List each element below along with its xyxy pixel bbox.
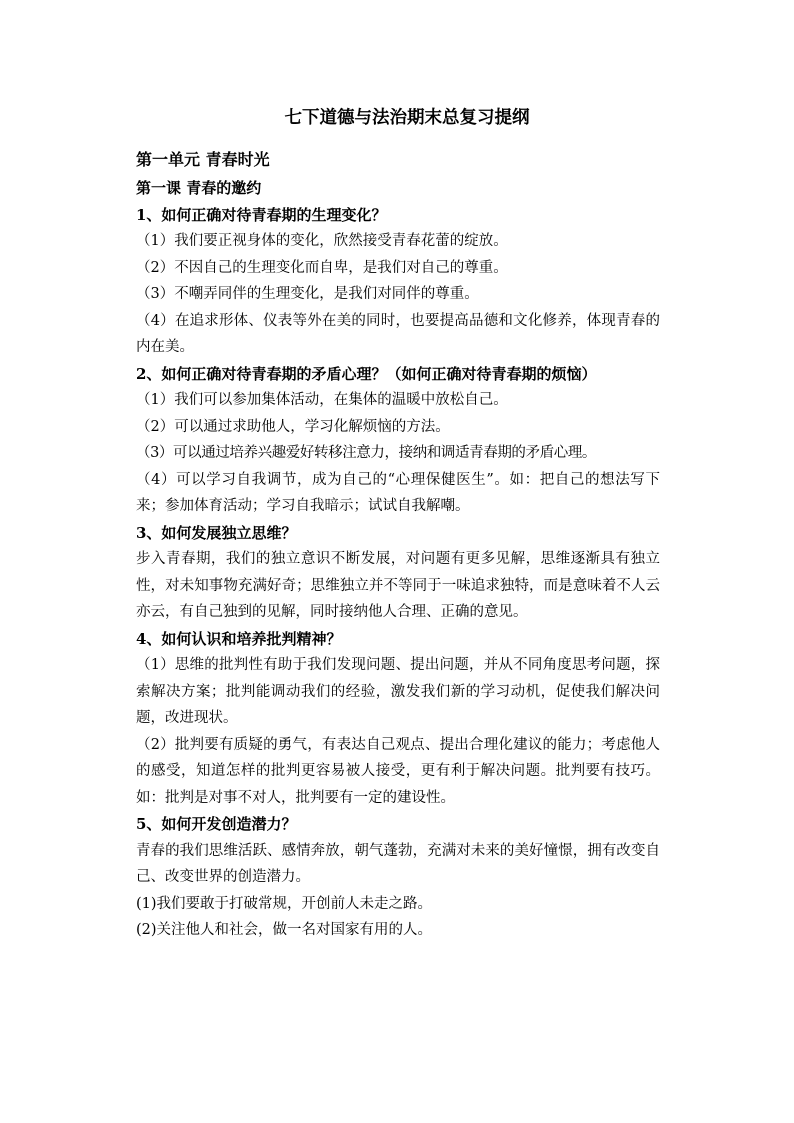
answer-paragraph: （3）不嘲弄同伴的生理变化，是我们对同伴的尊重。 <box>136 286 479 302</box>
answer-paragraph: 步入青春期，我们的独立意识不断发展，对问题有更多见解，思维逐渐具有独立性，对未知事物充满好奇；思维独立并不等同于一味追求独特，而是意味着不人云亦云，有自己独到的见解，同时接纳他人合理、正确的意见。 <box>136 551 660 620</box>
answer-paragraph: （4）在追求形体、仪表等外在美的同时，也要提高品德和文化修养，体现青春的内在美。 <box>136 312 660 355</box>
question-heading: 5、如何开发创造潜力？ <box>136 815 297 833</box>
question-heading: 4、如何认识和培养批判精神？ <box>136 629 342 648</box>
answer-paragraph: （3）可以通过培养兴趣爱好转移注意力，接纳和调适青春期的矛盾心理。 <box>136 445 597 461</box>
question-heading: 3、如何发展独立思维？ <box>136 523 297 542</box>
answer-paragraph: （1）思维的批判性有助于我们发现问题、提出问题，并从不同角度思考问题，探索解决方案；批判能调动我们的经验，激发我们新的学习动机，促使我们解决问题，改进现状。 <box>136 657 660 726</box>
answer-paragraph: （2）可以通过求助他人，学习化解烦恼的方法。 <box>136 418 450 435</box>
unit-heading: 第一单元 青春时光 <box>136 150 270 169</box>
document-title: 七下道德与法治期末总复习提纲 <box>284 108 530 128</box>
lesson-heading: 第一课 青春的邀约 <box>136 179 262 197</box>
answer-paragraph: （2）批判要有质疑的勇气，有表达自己观点、提出合理化建议的能力；考虑他人的感受，知道怎样的批判更容易被人接受，更有利于解决问题。批判要有技巧。如：批判是对事不对人，批判要有一定的建设性。 <box>136 736 660 806</box>
answer-paragraph: (1)我们要敢于打破常规，开创前人未走之路。 <box>136 895 433 912</box>
answer-paragraph: (2)关注他人和社会，做一名对国家有用的人。 <box>136 922 433 938</box>
document-body <box>136 146 660 944</box>
question-heading: 2、如何正确对待青春期的矛盾心理？（如何正确对待青春期的烦恼） <box>136 364 597 383</box>
answer-paragraph: （4）可以学习自我调节，成为自己的“心理保健医生”。如：把自己的想法写下来；参加体育活动；学习自我暗示；试试自我解嘲。 <box>136 471 660 514</box>
question-heading: 1、如何正确对待青春期的生理变化？ <box>136 205 387 224</box>
answer-paragraph: （2）不因自己的生理变化而自卑，是我们对自己的尊重。 <box>136 259 508 276</box>
answer-paragraph: （1）我们可以参加集体活动，在集体的温暖中放松自己。 <box>136 392 508 408</box>
answer-paragraph: 青春的我们思维活跃、感情奔放，朝气蓬勃，充满对未来的美好憧憬，拥有改变自己、改变世界的创造潜力。 <box>136 842 660 885</box>
answer-paragraph: （1）我们要正视身体的变化，欣然接受青春花蕾的绽放。 <box>136 233 508 249</box>
